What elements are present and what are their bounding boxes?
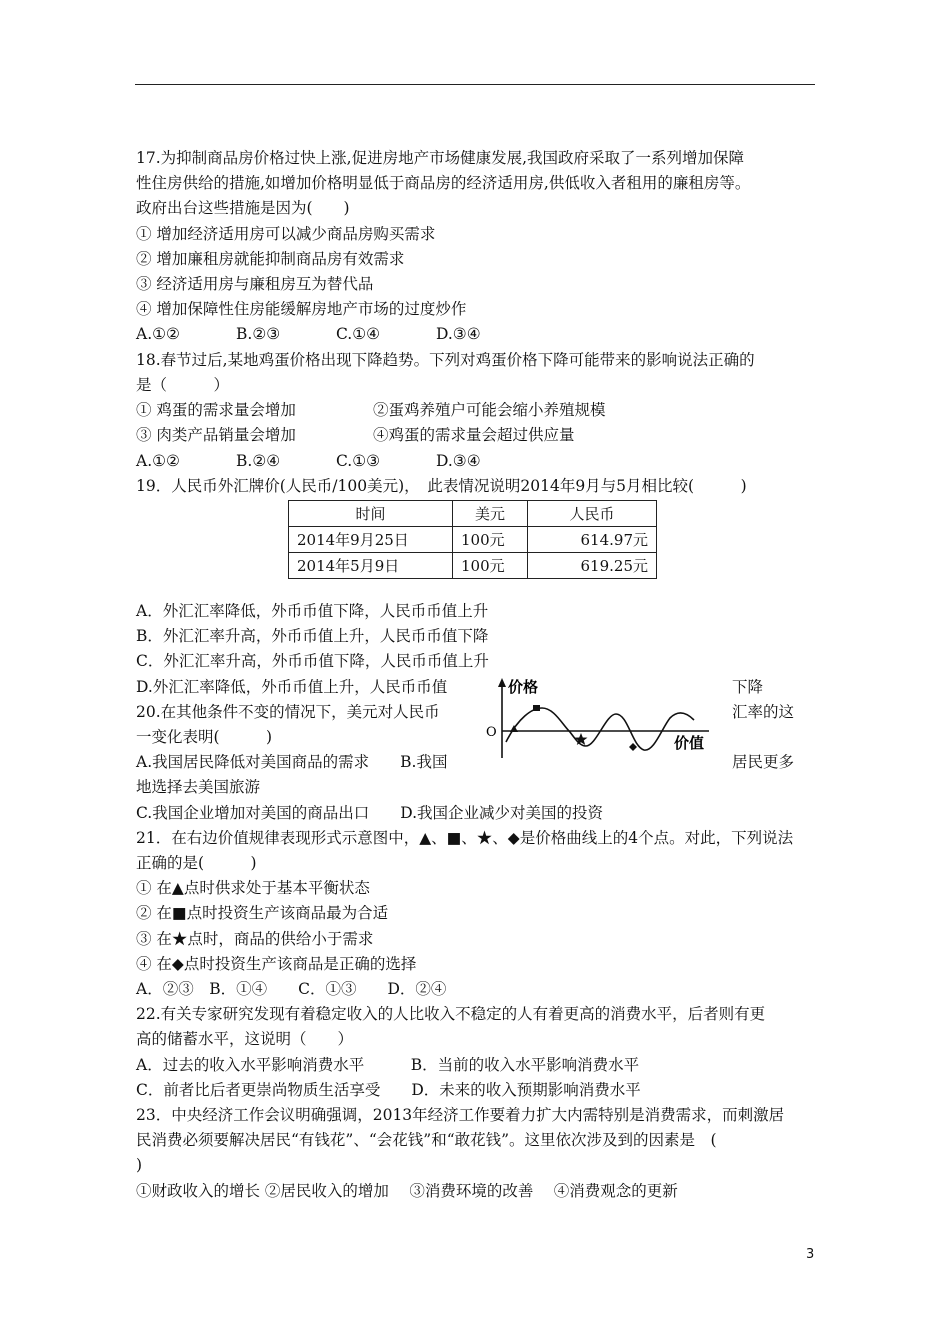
q22-choices-ab: A．过去的收入水平影响消费水平 B．当前的收入水平影响消费水平 [136, 1056, 640, 1074]
q21-stem-line1: 21．在右边价值规律表现形式示意图中，▲、■、★、◆是价格曲线上的4个点。对此，下列说法 [136, 829, 794, 847]
y-axis-arrow-icon [498, 678, 506, 687]
q23-options: ①财政收入的增长 ②居民收入的增加 ③消费环境的改善 ④消费观念的更新 [136, 1182, 678, 1200]
q18-choices [136, 451, 481, 471]
q17-stem-line1: 17.为抑制商品房价格过快上涨,促进房地产市场健康发展,我国政府采取了一系列增加保障 [136, 149, 745, 167]
exchange-rate-table [288, 500, 657, 579]
q20-stem-line2: 一变化表明( ) [136, 728, 273, 746]
table-header-cell: 美元 [453, 501, 528, 527]
q18-stem-line1: 18.春节过后,某地鸡蛋价格出现下降趋势。下列对鸡蛋价格下降可能带来的影响说法正确的 [136, 351, 755, 369]
q17-choice-a: A.①② [136, 325, 180, 343]
star-point-icon [575, 733, 588, 745]
value-label: 价值 [674, 734, 705, 752]
value-law-graph [484, 672, 724, 762]
square-point-icon [533, 705, 540, 711]
q18-options-row2 [136, 425, 575, 445]
q22-stem-line2: 高的储蓄水平，这说明（ ） [136, 1030, 354, 1048]
q19-choice-c: C．外汇汇率升高，外币币值下降，人民币币值上升 [136, 652, 489, 670]
q21-option-3: ③ 在★点时，商品的供给小于需求 [136, 930, 374, 948]
q20-choices-ab-right: 居民更多 [732, 753, 795, 771]
q20-choices-cd: C.我国企业增加对美国的商品出口 D.我国企业减少对美国的投资 [136, 804, 604, 822]
q18-choice-d: D.③④ [436, 452, 481, 470]
q18-choice-a: A.①② [136, 452, 180, 470]
table-header-row [289, 501, 657, 527]
q18-option-4: ④鸡蛋的需求量会超过供应量 [373, 426, 575, 444]
q22-choices-cd: C．前者比后者更崇尚物质生活享受 D．未来的收入预期影响消费水平 [136, 1081, 641, 1099]
table-cell: 2014年5月9日 [289, 553, 453, 579]
q18-stem-line2: 是（ ） [136, 376, 230, 394]
q19-choice-b: B．外汇汇率升高，外币币值上升，人民币币值下降 [136, 627, 489, 645]
table-cell: 100元 [453, 553, 528, 579]
q17-stem-line2: 性住房供给的措施,如增加价格明显低于商品房的经济适用房,供低收入者租用的廉租房等。 [136, 174, 751, 192]
q17-choice-d: D.③④ [436, 325, 481, 343]
table-row [289, 527, 657, 553]
price-curve [506, 708, 694, 750]
table-cell: 2014年9月25日 [289, 527, 453, 553]
q22-stem-line1: 22.有关专家研究发现有着稳定收入的人比收入不稳定的人有着更高的消费水平，后者则有更 [136, 1005, 766, 1023]
q19-choice-a: A．外汇汇率降低，外币币值下降，人民币币值上升 [136, 602, 489, 620]
q18-option-2: ②蛋鸡养殖户可能会缩小养殖规模 [373, 401, 606, 419]
q17-option-3: ③ 经济适用房与廉租房互为替代品 [136, 275, 374, 293]
table-header-cell: 时间 [289, 501, 453, 527]
q19-choice-d-right: 下降 [732, 678, 764, 696]
q17-choice-b: B.②③ [236, 325, 281, 343]
q21-stem-line2: 正确的是( ) [136, 854, 257, 872]
header-rule [135, 84, 815, 85]
q18-options-row1 [136, 400, 606, 420]
q21-option-4: ④ 在◆点时投资生产该商品是正确的选择 [136, 955, 417, 973]
q17-option-2: ② 增加廉租房就能抑制商品房有效需求 [136, 250, 405, 268]
q18-choice-b: B.②④ [236, 452, 281, 470]
q23-stem-line2: 民消费必须要解决居民“有钱花”、“会花钱”和“敢花钱”。这里依次涉及到的因素是 ( [136, 1131, 717, 1149]
table-cell: 619.25元 [528, 553, 657, 579]
q21-choices: A．②③ B．①④ C．①③ D．②④ [136, 980, 447, 998]
q19-stem: 19．人民币外汇牌价(人民币/100美元)， 此表情况说明2014年9月与5月相比较( ) [136, 477, 747, 495]
q20-stem-right: 汇率的这 [732, 703, 795, 721]
q23-stem-line1: 23．中央经济工作会议明确强调，2013年经济工作要着力扩大内需特别是消费需求，而刺激居 [136, 1106, 785, 1124]
q20-stem-left: 20.在其他条件不变的情况下，美元对人民币 [136, 703, 440, 721]
table-cell: 100元 [453, 527, 528, 553]
q23-stem-line3: ) [136, 1156, 143, 1174]
q17-option-1: ① 增加经济适用房可以减少商品房购买需求 [136, 225, 436, 243]
q17-option-4: ④ 增加保障性住房能缓解房地产市场的过度炒作 [136, 300, 467, 318]
q17-choices [136, 324, 481, 344]
table-header-cell: 人民币 [528, 501, 657, 527]
q18-option-3: ③ 肉类产品销量会增加 [136, 426, 296, 444]
table-row [289, 553, 657, 579]
y-axis-label: 价格 [508, 678, 539, 696]
diamond-point-icon [629, 743, 637, 751]
q20-choices-ab-left: A.我国居民降低对美国商品的需求 B.我国 [136, 753, 448, 771]
triangle-point-icon [510, 725, 518, 732]
q17-stem-line3: 政府出台这些措施是因为( ) [136, 199, 350, 217]
page-number: 3 [806, 1247, 815, 1262]
q19-choice-d-left: D.外汇汇率降低，外币币值上升，人民币币值 [136, 678, 448, 696]
q18-option-1: ① 鸡蛋的需求量会增加 [136, 401, 296, 419]
q20-choices-ab-line2: 地选择去美国旅游 [136, 778, 261, 796]
origin-label: O [486, 725, 497, 740]
q17-choice-c: C.①④ [336, 325, 381, 343]
q18-choice-c: C.①③ [336, 452, 381, 470]
table-cell: 614.97元 [528, 527, 657, 553]
q21-option-1: ① 在▲点时供求处于基本平衡状态 [136, 879, 370, 897]
q21-option-2: ② 在■点时投资生产该商品最为合适 [136, 904, 389, 922]
